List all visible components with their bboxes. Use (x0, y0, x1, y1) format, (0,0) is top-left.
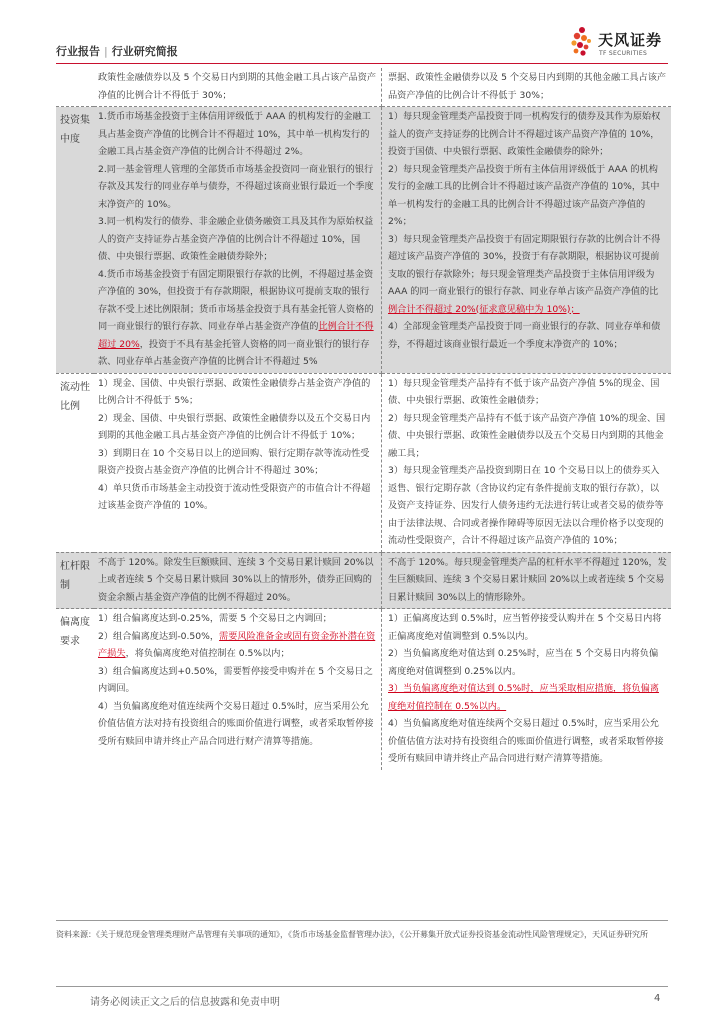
left-item: 3）到期日在 10 个交易日以上的逆回购、银行定期存款等流动性受限资产投资占基金资产净值的比例合计不得超过 30%； (98, 447, 370, 476)
table-row-leverage-limit (56, 552, 671, 609)
left-item: 4）当负偏离度绝对值连续两个交易日超过 0.5%时，应当采用公允价值估值方法对持有投资组合的账面价值进行调整，或者采取暂停接受所有赎回申请并终止产品合同进行财产清算等措施。 (98, 700, 374, 747)
header-separator: | (104, 45, 108, 58)
highlighted-text: 比例合计不得超过 20% (98, 321, 374, 350)
right-cell (382, 373, 672, 552)
page-number: 4 (654, 993, 661, 1004)
right-cell (382, 107, 672, 374)
source-divider (56, 920, 668, 921)
footer-disclaimer: 请务必阅读正文之后的信息披露和免责申明 (90, 997, 280, 1008)
table-row-liquidity-ratio (56, 373, 671, 552)
report-header (56, 43, 178, 59)
left-item: 不高于 120%。除发生巨额赎回、连续 3 个交易日累计赎回 20%以上或者连续 5 个交易日累计赎回 30%以上的情形外，债券正回购的资金余额占基金资产净值的比例不得超过 20%。 (98, 556, 374, 603)
header-divider (56, 63, 668, 64)
table-row-deviation-requirement (56, 609, 671, 770)
comparison-table (56, 68, 671, 770)
right-item: 1）每只现金管理类产品持有不低于该产品资产净值 5%的现金、国债、中央银行票据、政策性金融债券； (388, 377, 660, 406)
left-item: 1）现金、国债、中央银行票据、政策性金融债券占基金资产净值的比例合计不得低于 5%； (98, 377, 371, 406)
right-item-text: 3）每只现金管理类产品投资于有固定期限银行存款的比例合计不得超过该产品资产净值的 30%，投资于有存款期限，根据协议可提前支取的银行存款除外；每只现金管理类产品投资于主体信用评级为 AAA 的同一商业银行的银行存款、同业存单占该产品资产净值的比 (388, 233, 661, 297)
right-item: 2）每只现金管理类产品持有不低于该产品资产净值 10%的现金、国债、中央银行票据、政策性金融债券以及五个交易日内到期的其他金融工具； (388, 412, 666, 459)
table-row (56, 68, 671, 107)
table-row-investment-concentration (56, 107, 671, 374)
left-item-text: ，投资于不具有基金托管人资格的同一商业银行的银行存款、同业存单占基金资产净值的比例合计不得超过 5% (98, 338, 370, 367)
source-note: 资料来源：《关于规范现金管理类理财产品管理有关事项的通知》，《货币市场基金监督管理办法》，《公开募集开放式证券投资基金流动性风险管理规定》，天风证券研究所 (56, 930, 648, 939)
row-label: 偏离度要求 (60, 617, 90, 647)
left-item: 1.货币市场基金投资于主体信用评级低于 AAA 的机构发行的金融工具占基金资产净值的比例合计不得超过 10%，其中单一机构发行的金融工具占基金资产净值的比例合计不得超过 2%。 (98, 111, 371, 157)
left-item: 3）组合偏离度达到+0.50%，需要暂停接受申购并在 5 个交易日之内调回。 (98, 665, 373, 694)
left-item: 1）组合偏离度达到-0.25%，需要 5 个交易日之内调回； (98, 613, 332, 624)
right-cell (382, 609, 672, 770)
left-item-text: ，将负偏离度绝对值控制在 0.5%以内； (125, 648, 290, 659)
left-cell (94, 68, 382, 107)
right-item: 1）每只现金管理类产品投资于同一机构发行的债券及其作为原始权益人的资产支持证券的比例合计不得超过该产品资产净值的 10%，投资于国债、中央银行票据、政策性金融债券的除外； (388, 111, 661, 157)
left-item (98, 266, 377, 371)
right-text: 票据、政策性金融债券以及 5 个交易日内到期的其他金融工具占该产品资产净值的比例合计不得低于 30%； (388, 72, 667, 101)
right-item: 2）当负偏离度绝对值达到 0.25%时，应当在 5 个交易日内将负偏离度绝对值调整到 0.25%以内。 (388, 648, 659, 677)
brand-name: 天风证券 (598, 31, 663, 49)
row-label: 流动性比例 (56, 373, 94, 552)
left-text: 政策性金融债券以及 5 个交易日内到期的其他金融工具占该产品资产净值的比例合计不得低于 30%； (98, 72, 377, 101)
right-item (388, 231, 667, 319)
left-item: 2.同一基金管理人管理的全部货币市场基金投资同一商业银行的银行存款及其发行的同业存单与债券，不得超过该商业银行最近一个季度末净资产的 10%。 (98, 163, 374, 210)
row-label (56, 68, 94, 107)
left-cell (94, 552, 382, 609)
right-item: 4）当负偏离度绝对值连续两个交易日超过 0.5%时，应当采用公允价值估值方法对持有投资组合的账面价值进行调整，或者采取暂停接受所有赎回申请并终止产品合同进行财产清算等措施。 (388, 718, 664, 764)
left-item: 4）单只货币市场基金主动投资于流动性受限资产的市值合计不得超过该基金资产净值的 10%。 (98, 482, 371, 511)
report-subtype: 行业研究简报 (111, 45, 178, 58)
left-item: 2）现金、国债、中央银行票据、政策性金融债券以及五个交易日内到期的其他金融工具占基金资产净值的比例合计不得低于 10%； (98, 412, 371, 441)
report-type: 行业报告 (56, 45, 100, 58)
right-item: 2）每只现金管理类产品投资于所有主体信用评级低于 AAA 的机构发行的金融工具的比例合计不得超过该产品资产净值的 10%，其中单一机构发行的金融工具的比例合计不得超过该产品资产净值的 2%； (388, 163, 660, 227)
left-item (98, 628, 377, 663)
left-item-text: 2）组合偏离度达到-0.50%， (98, 630, 220, 642)
left-item: 3.同一机构发行的债券、非金融企业债务融资工具及其作为原始权益人的资产支持证券占基金资产净值的比例合计不得超过 10%，国债、中央银行票据、政策性金融债券除外； (98, 216, 374, 262)
right-item: 4）全部现金管理类产品投资于同一商业银行的存款、同业存单和债券，不得超过该商业银行最近一个季度末净资产的 10%； (388, 321, 661, 350)
left-cell (94, 609, 382, 770)
highlighted-text: 例合计不得超过 20%(征求意见稿中为 10%)； (388, 303, 580, 315)
left-item-text: 4.货币市场基金投资于有固定期限银行存款的比例，不得超过基金资产净值的 30%，但投资于有存款期限，根据协议可提前支取的银行存款不受上述比例限制；货币市场基金投资于具有基金托管人资格的同一商业银行的银行存款、同业存单占基金资产净值的 (98, 268, 374, 332)
left-cell (94, 373, 382, 552)
highlighted-text: 3）当负偏离度绝对值达到 0.5%时，应当采取相应措施，将负偏离度绝对值控制在 0.5%以内。 (388, 683, 659, 712)
right-cell (382, 552, 672, 609)
left-cell (94, 107, 382, 374)
right-item: 1）正偏离度达到 0.5%时，应当暂停接受认购并在 5 个交易日内将正偏离度绝对值调整到 0.5%以内。 (388, 613, 662, 642)
right-item: 3）每只现金管理类产品投资到期日在 10 个交易日以上的债券买入返售、银行定期存款（含协议约定有条件提前支取的银行存款），以及资产支持证券、因发行人债务违约无法进行转让或者交易的债券等由于法律法规、合同或者操作障碍等原因无法以合理价格予以变现的流动性受限资产，合计不得超过该产品资产净值的 10%； (388, 465, 664, 546)
footer-divider (56, 986, 668, 987)
row-label: 投资集中度 (56, 107, 94, 374)
row-label: 杠杆限制 (56, 552, 94, 609)
brand-subname: TF SECURITIES (599, 50, 648, 57)
highlighted-text: 需要风险准备金或固有资金弥补潜在资产损失 (98, 630, 376, 659)
right-item: 不高于 120%。每只现金管理类产品的杠杆水平不得超过 120%，发生巨额赎回、连续 3 个交易日累计赎回 20%以上或者连续 5 个交易日累计赎回 30%以上的情形除外。 (388, 556, 667, 603)
right-cell (382, 68, 672, 107)
